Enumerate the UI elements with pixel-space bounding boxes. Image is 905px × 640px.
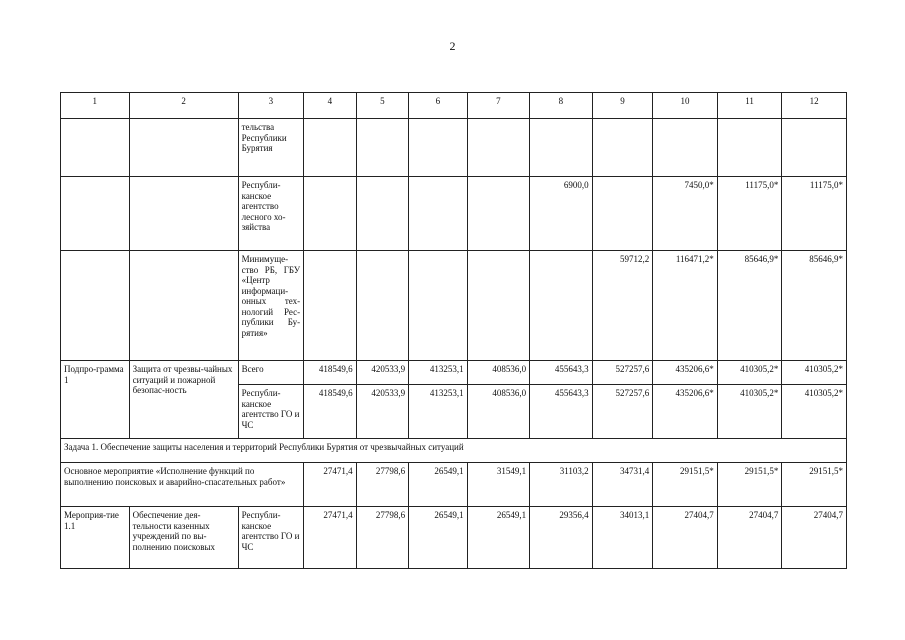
value-cell: [530, 251, 593, 361]
value-cell: 27471,4: [304, 463, 356, 507]
value-cell: 26549,1: [467, 507, 530, 569]
header-cell: 6: [409, 93, 468, 119]
value-cell: 116471,2*: [653, 251, 718, 361]
value-cell: [467, 177, 530, 251]
value-cell: 420533,9: [356, 361, 408, 385]
value-cell: 27798,6: [356, 463, 408, 507]
value-cell: [653, 119, 718, 177]
value-cell: 413253,1: [409, 385, 468, 439]
activity-cell: Мероприя-тие 1.1: [61, 507, 130, 569]
value-cell: 59712,2: [592, 251, 653, 361]
value-cell: 26549,1: [409, 463, 468, 507]
executor-cell: тельства Республики Бурятия: [238, 119, 304, 177]
executor-cell: Всего: [238, 361, 304, 385]
value-cell: [409, 177, 468, 251]
value-cell: 26549,1: [409, 507, 468, 569]
value-cell: 29151,5*: [717, 463, 782, 507]
task-cell: Задача 1. Обеспечение защиты населения и территорий Республики Бурятия от чрезвычайных ситуаций: [61, 439, 847, 463]
value-cell: 455643,3: [530, 385, 593, 439]
value-cell: [356, 119, 408, 177]
value-cell: [782, 119, 847, 177]
value-cell: [304, 119, 356, 177]
value-cell: 29151,5*: [782, 463, 847, 507]
header-row: [61, 93, 847, 119]
header-cell: 11: [717, 93, 782, 119]
value-cell: 34731,4: [592, 463, 653, 507]
value-cell: 435206,6*: [653, 385, 718, 439]
value-cell: [356, 251, 408, 361]
executor-cell: Минимуще-ство РБ, ГБУ «Центр информаци-онных тех-нологий Рес-публики Бу-рятия»: [238, 251, 304, 361]
value-cell: 527257,6: [592, 361, 653, 385]
table-row: [61, 251, 847, 361]
table-row: [61, 463, 847, 507]
value-cell: 31103,2: [530, 463, 593, 507]
value-cell: 29356,4: [530, 507, 593, 569]
table-cell: [61, 177, 130, 251]
value-cell: 6900,0: [530, 177, 593, 251]
value-cell: 11175,0*: [717, 177, 782, 251]
value-cell: 408536,0: [467, 361, 530, 385]
value-cell: 27404,7: [717, 507, 782, 569]
table-row: [61, 177, 847, 251]
table-cell: [129, 177, 238, 251]
value-cell: 408536,0: [467, 385, 530, 439]
value-cell: 85646,9*: [717, 251, 782, 361]
header-cell: 12: [782, 93, 847, 119]
table-row: [61, 119, 847, 177]
value-cell: [530, 119, 593, 177]
value-cell: 27404,7: [782, 507, 847, 569]
value-cell: 527257,6: [592, 385, 653, 439]
value-cell: [592, 119, 653, 177]
value-cell: 85646,9*: [782, 251, 847, 361]
value-cell: 420533,9: [356, 385, 408, 439]
value-cell: 435206,6*: [653, 361, 718, 385]
value-cell: [409, 119, 468, 177]
subprogram-cell: Подпро-грамма 1: [61, 361, 130, 439]
table-cell: [129, 251, 238, 361]
header-cell: 1: [61, 93, 130, 119]
value-cell: 418549,6: [304, 361, 356, 385]
value-cell: [356, 177, 408, 251]
table-row: [61, 507, 847, 569]
value-cell: 413253,1: [409, 361, 468, 385]
value-cell: 410305,2*: [717, 361, 782, 385]
value-cell: [717, 119, 782, 177]
subprogram-title-cell: Защита от чрезвы-чайных ситуаций и пожарной безопас-ность: [129, 361, 238, 439]
value-cell: 29151,5*: [653, 463, 718, 507]
value-cell: [592, 177, 653, 251]
header-cell: 5: [356, 93, 408, 119]
value-cell: 31549,1: [467, 463, 530, 507]
main-activity-cell: Основное мероприятие «Исполнение функций по выполнению поисковых и аварийно-спасательных работ»: [61, 463, 304, 507]
header-cell: 10: [653, 93, 718, 119]
budget-table: [60, 92, 847, 569]
value-cell: 34013,1: [592, 507, 653, 569]
table-cell: [61, 251, 130, 361]
value-cell: 418549,6: [304, 385, 356, 439]
header-cell: 7: [467, 93, 530, 119]
task-row: [61, 439, 847, 463]
header-cell: 3: [238, 93, 304, 119]
value-cell: 410305,2*: [782, 385, 847, 439]
header-cell: 2: [129, 93, 238, 119]
value-cell: [304, 177, 356, 251]
value-cell: 27798,6: [356, 507, 408, 569]
value-cell: 27404,7: [653, 507, 718, 569]
table-cell: [61, 119, 130, 177]
header-cell: 9: [592, 93, 653, 119]
page-number: 2: [449, 39, 456, 53]
value-cell: 455643,3: [530, 361, 593, 385]
value-cell: [467, 251, 530, 361]
value-cell: 7450,0*: [653, 177, 718, 251]
executor-cell: Республи-канское агентство ГО и ЧС: [238, 385, 304, 439]
value-cell: 11175,0*: [782, 177, 847, 251]
value-cell: 410305,2*: [717, 385, 782, 439]
activity-title-cell: Обеспечение дея-тельности казенных учреждений по вы-полнению поисковых: [129, 507, 238, 569]
header-cell: 8: [530, 93, 593, 119]
value-cell: [409, 251, 468, 361]
header-cell: 4: [304, 93, 356, 119]
executor-cell: Республи-канское агентство лесного хо-зяйства: [238, 177, 304, 251]
value-cell: 27471,4: [304, 507, 356, 569]
value-cell: [467, 119, 530, 177]
executor-cell: Республи-канское агентство ГО и ЧС: [238, 507, 304, 569]
table-cell: [129, 119, 238, 177]
table-row: [61, 361, 847, 385]
value-cell: 410305,2*: [782, 361, 847, 385]
value-cell: [304, 251, 356, 361]
